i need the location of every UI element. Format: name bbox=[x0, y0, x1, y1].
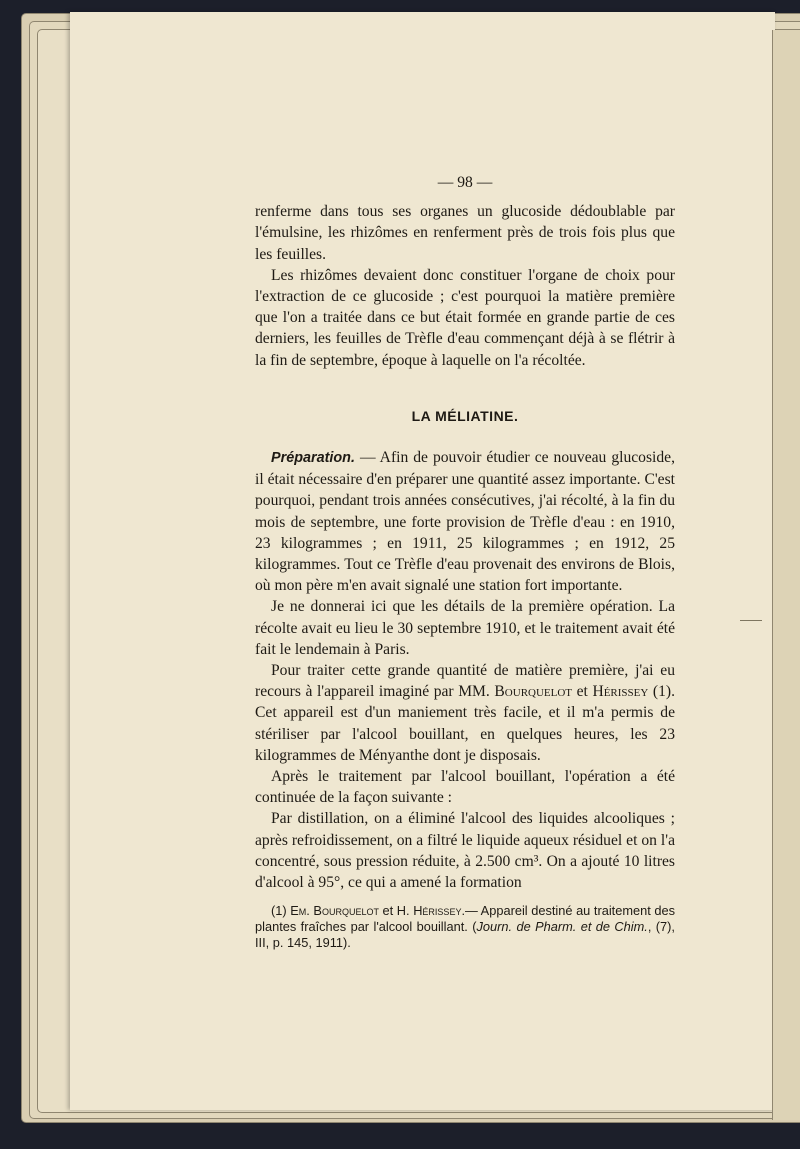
margin-mark bbox=[740, 620, 762, 621]
paragraph: Je ne donnerai ici que les détails de la première opération. La récolte avait eu lieu le 30 septembre 1910, et le traitement avait été fait le lendemain à Paris. bbox=[255, 598, 675, 658]
text-run: et bbox=[572, 683, 593, 701]
paragraph: renferme dans tous ses organes un glucoside dédoublable par l'émulsine, les rhizômes en renferment près de trois fois plus que les feuilles. bbox=[255, 203, 675, 263]
author-name: Hérissey bbox=[592, 683, 649, 701]
author-name: Bourquelot bbox=[494, 683, 573, 701]
text-run: et H. bbox=[378, 903, 414, 919]
section-title: LA MÉLIATINE. bbox=[411, 407, 519, 424]
text-run: .— Appareil destiné au traitement des plantes fraîches par l'alcool bouillant. ( bbox=[255, 903, 676, 935]
text-run: (1). Cet appareil est d'un maniement très facile, et il m'a permis de stériliser par l'alcool bouillant, en quelques heures, les 23 kilogrammes de Ményanthe dont je disposais. bbox=[255, 683, 675, 764]
page-number: — 98 — bbox=[437, 174, 493, 191]
footnote-marker: (1) bbox=[271, 903, 291, 919]
paragraph: Les rhizômes devaient donc constituer l'organe de choix pour l'extraction de ce glucoside ; c'est pourquoi la matière première que l'on a traitée dans ce but était formée en grande partie de ces derniers, les feuilles de Trèfle d'eau commençant déjà à se flétrir à la fin de septembre, époque à laquelle on l'a récoltée. bbox=[255, 266, 675, 369]
journal-title: Journ. de Pharm. et de Chim. bbox=[476, 919, 648, 935]
text-run: Pour traiter cette grande quantité de matière première, j'ai eu recours à l'appareil imaginé par MM. bbox=[255, 662, 675, 701]
paragraph-appareil bbox=[255, 660, 675, 766]
author-name: Em. Bourquelot bbox=[290, 903, 379, 919]
page-text bbox=[255, 172, 675, 964]
paragraph-text: — Afin de pouvoir étudier ce nouveau glucoside, il était nécessaire d'en préparer une quantité assez importante. C'est pourquoi, pendant trois années consécutives, j'ai récolté, à la fin du mois de septembre, une forte provision de Trèfle d'eau : en 1910, 23 kilogrammes ; en 1911, 25 kilogrammes ; en 1912, 25 kilogrammes. Tout ce Trèfle d'eau provenait des environs de Blois, où mon père m'en avait signalé une station fort importante. bbox=[255, 449, 675, 595]
paragraph: Après le traitement par l'alcool bouillant, l'opération a été continuée de la façon suivante : bbox=[255, 768, 675, 807]
runin-heading: Préparation. bbox=[271, 450, 355, 467]
paragraph: Par distillation, on a éliminé l'alcool des liquides alcooliques ; après refroidissement, on a filtré le liquide aqueux résiduel et on l'a concentré, sous pression réduite, à 2.500 cm³. On a ajouté 10 litres d'alcool à 95°, ce qui a amené la formation bbox=[255, 810, 675, 892]
facing-page-edge bbox=[772, 30, 800, 1120]
paragraph-preparation bbox=[255, 447, 675, 596]
author-name: Hérissey bbox=[413, 903, 462, 919]
text-run: , (7), III, p. 145, 1911). bbox=[255, 919, 675, 951]
footnote bbox=[255, 903, 675, 951]
